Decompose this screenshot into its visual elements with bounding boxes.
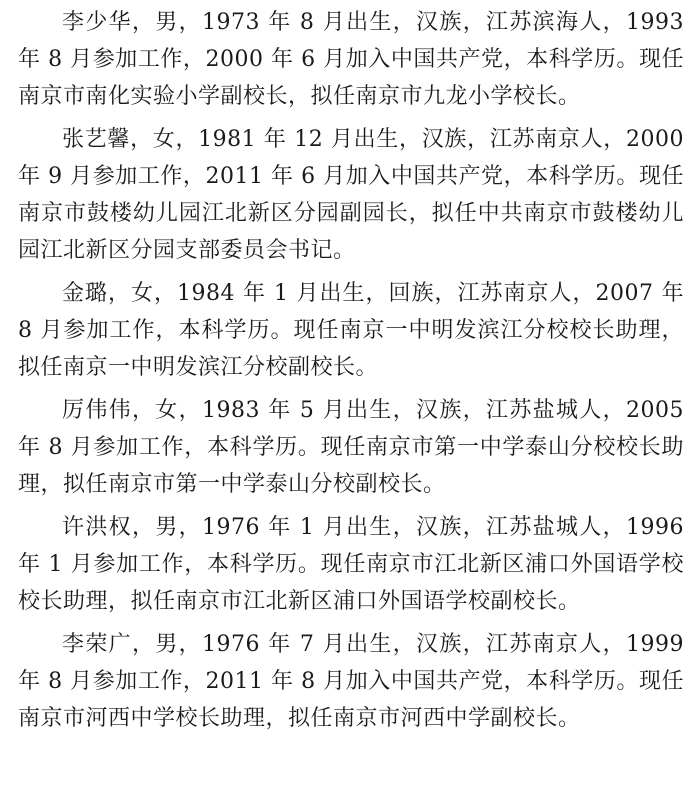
paragraph-li-weiwei: 厉伟伟，女，1983 年 5 月出生，汉族，江苏盐城人，2005 年 8 月参加工作，本科学历。现任南京市第一中学泰山分校校长助理，拟任南京市第一中学泰山分校副校长。 <box>18 398 684 497</box>
paragraph-li-shaohua: 李少华，男，1973 年 8 月出生，汉族，江苏滨海人，1993 年 8 月参加工作，2000 年 6 月加入中国共产党，本科学历。现任南京市南化实验小学副校长，拟任南京市九龙小学校长。 <box>18 10 684 109</box>
paragraph-li-rongguang: 李荣广，男，1976 年 7 月出生，汉族，江苏南京人，1999 年 8 月参加工作，2011 年 8 月加入中国共产党，本科学历。现任南京市河西中学校长助理，拟任南京市河西中学副校长。 <box>18 632 684 731</box>
paragraph-xu-hongquan: 许洪权，男，1976 年 1 月出生，汉族，江苏盐城人，1996 年 1 月参加工作，本科学历。现任南京市江北新区浦口外国语学校校长助理，拟任南京市江北新区浦口外国语学校副校长。 <box>18 515 684 614</box>
paragraph-jin-lu: 金璐，女，1984 年 1 月出生，回族，江苏南京人，2007 年 8 月参加工作，本科学历。现任南京一中明发滨江分校校长助理，拟任南京一中明发滨江分校副校长。 <box>18 281 684 380</box>
paragraph-zhang-yixin: 张艺馨，女，1981 年 12 月出生，汉族，江苏南京人，2000 年 9 月参加工作，2011 年 6 月加入中国共产党，本科学历。现任南京市鼓楼幼儿园江北新区分园副园长，拟任中共南京市鼓楼幼儿园江北新区分园支部委员会书记。 <box>18 127 684 263</box>
